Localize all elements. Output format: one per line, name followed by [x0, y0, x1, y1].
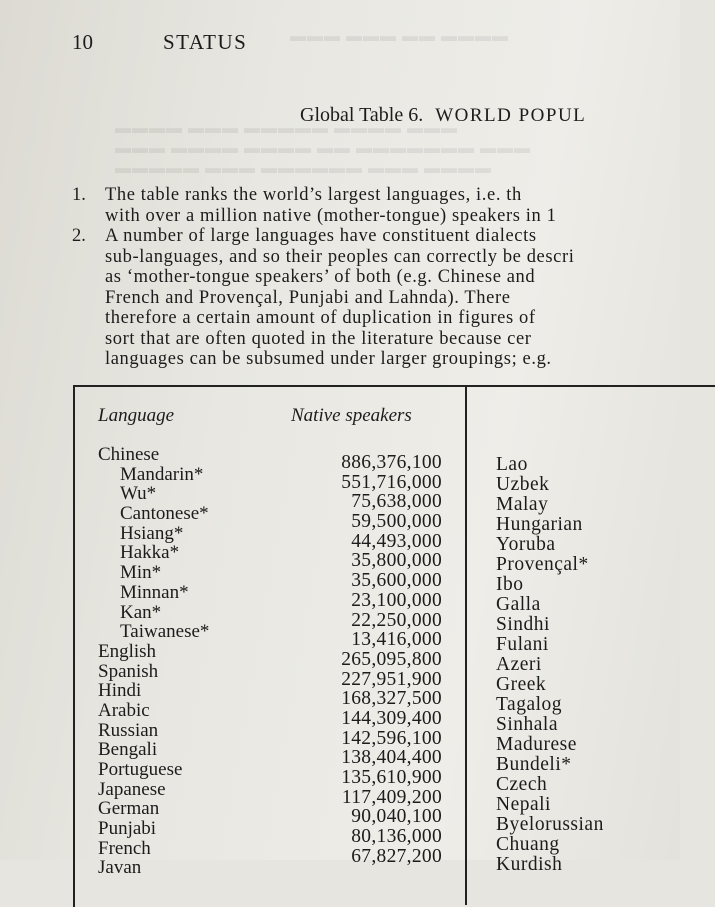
table-row-right-language: Yoruba: [496, 534, 556, 555]
table-row-speakers: 13,416,000: [351, 629, 442, 651]
table-row-speakers: 886,376,100: [341, 452, 442, 473]
note-number: 1.: [72, 185, 86, 205]
table-row-language: Kan*: [120, 601, 162, 623]
column-header-native-speakers: Native speakers: [291, 405, 412, 426]
language-column: [98, 445, 209, 878]
table-row-speakers: 138,404,400: [341, 747, 442, 769]
page-number: 10: [72, 30, 93, 54]
table-row-speakers: 551,716,000: [341, 471, 442, 493]
table-row-right-language: Greek: [496, 674, 547, 695]
table-row-right-language: Hungarian: [496, 514, 583, 535]
table-row-speakers: 135,610,900: [341, 767, 442, 788]
table-row-right-language: Byelorussian: [496, 814, 604, 835]
table-row-right-language: Fulani: [496, 634, 549, 655]
table-row-language: Spanish: [98, 660, 159, 682]
table-row-language: Arabic: [98, 699, 150, 721]
table-row-right-language: Kurdish: [496, 854, 563, 875]
note-line: therefore a certain amount of duplication in figures of: [105, 308, 536, 328]
note-1: [72, 185, 712, 226]
table-row-language: French: [98, 837, 151, 859]
table-row-speakers: 80,136,000: [351, 826, 442, 848]
table-row-right-language: Sindhi: [496, 614, 550, 635]
table-row-speakers: 22,250,000: [351, 609, 442, 631]
table-title-label: Global Table 6.: [300, 104, 424, 126]
table-title: [300, 104, 586, 127]
notes: [72, 185, 712, 370]
note-line: sub-languages, and so their peoples can correctly be descri: [105, 246, 575, 267]
note-line: as ‘mother-tongue speakers’ of both (e.g. Chinese and: [105, 267, 536, 287]
table-row-language: Taiwanese*: [120, 621, 210, 643]
table-row-speakers: 227,951,900: [341, 668, 442, 690]
note-2: [72, 226, 712, 370]
bleed-through-texture: ▬▬▬▬ ▬▬▬ ▬▬▬▬▬ ▬▬▬▬ ▬▬▬: [115, 120, 458, 137]
bleed-through-texture: ▬▬▬ ▬▬▬▬ ▬▬▬▬ ▬▬ ▬▬▬▬▬▬▬ ▬▬▬: [115, 140, 531, 157]
table-row-right-language: Lao: [496, 454, 528, 475]
table-row-right-language: Sinhala: [496, 714, 558, 735]
table-row-speakers: 67,827,200: [351, 845, 442, 867]
table-row-language: Mandarin*: [120, 463, 204, 485]
table-row-right-language: Ibo: [496, 574, 524, 595]
column-header-language: Language: [98, 405, 174, 426]
table-row-language: Japanese: [98, 778, 166, 800]
table-row-language: Portuguese: [98, 759, 183, 780]
table-row-language: Punjabi: [98, 818, 157, 840]
table-row-speakers: 90,040,100: [351, 806, 442, 828]
table-row-language: Minnan*: [120, 581, 189, 603]
bleed-through-texture: ▬▬▬ ▬▬▬ ▬▬ ▬▬▬▬: [290, 28, 509, 45]
table-row-speakers: 35,800,000: [351, 550, 442, 572]
table-row-language: Hindi: [98, 680, 142, 702]
table-row-right-language: Uzbek: [496, 474, 550, 495]
table-row-language: Bengali: [98, 739, 158, 761]
table-row-right-language: Chuang: [496, 834, 560, 855]
speakers-column: [300, 453, 442, 866]
bleed-through-texture: ▬▬▬▬▬ ▬▬▬ ▬▬▬▬▬▬ ▬▬▬ ▬▬▬▬: [115, 160, 492, 177]
note-line: A number of large languages have constituent dialects: [105, 226, 537, 246]
table-row-speakers: 144,309,400: [341, 707, 442, 729]
table-row-language: Javan: [98, 857, 142, 879]
table-row-language: German: [98, 798, 160, 820]
right-language-column: [496, 455, 604, 875]
table-row-right-language: Bundeli*: [496, 754, 572, 775]
table-row-speakers: 35,600,000: [351, 570, 442, 592]
table-row-speakers: 44,493,000: [351, 530, 442, 552]
table-row-right-language: Madurese: [496, 734, 577, 755]
table-row-language: Hsiang*: [120, 522, 184, 544]
table-row-language: English: [98, 640, 157, 662]
table-row-speakers: 142,596,100: [341, 727, 442, 749]
note-line: with over a million native (mother-tongue) speakers in 1: [105, 205, 557, 226]
table-row-speakers: 168,327,500: [341, 688, 442, 710]
table-row-speakers: 117,409,200: [341, 786, 442, 808]
table-row-language: Cantonese*: [120, 503, 209, 525]
table-row-language: Min*: [120, 562, 162, 584]
table-row-speakers: 23,100,000: [351, 589, 442, 611]
table-row-speakers: 265,095,800: [341, 648, 442, 670]
note-line: French and Provençal, Punjabi and Lahnda). There: [105, 287, 511, 308]
note-line: sort that are often quoted in the literature because cer: [105, 328, 532, 349]
note-line: languages can be subsumed under larger groupings; e.g.: [105, 349, 552, 369]
note-number: 2.: [72, 226, 86, 246]
table-row-right-language: Nepali: [496, 794, 551, 815]
table-row-right-language: Czech: [496, 774, 548, 795]
table-row-right-language: Azeri: [496, 654, 542, 675]
note-line: The table ranks the world’s largest languages, i.e. th: [105, 185, 522, 205]
table-row-speakers: 59,500,000: [351, 511, 442, 533]
table-row-right-language: Provençal*: [496, 554, 589, 575]
table-row-right-language: Tagalog: [496, 694, 563, 715]
table-row-language: Wu*: [120, 483, 157, 505]
running-head: STATUS: [163, 30, 248, 54]
table-row-language: Chinese: [98, 444, 160, 465]
table-row-language: Russian: [98, 719, 159, 741]
table-title-caps: WORLD POPUL: [435, 105, 587, 126]
table-row-speakers: 75,638,000: [351, 491, 442, 513]
table-row-right-language: Malay: [496, 494, 549, 515]
table-row-right-language: Galla: [496, 594, 541, 615]
table-row-language: Hakka*: [120, 542, 180, 564]
column-divider: [465, 385, 467, 905]
